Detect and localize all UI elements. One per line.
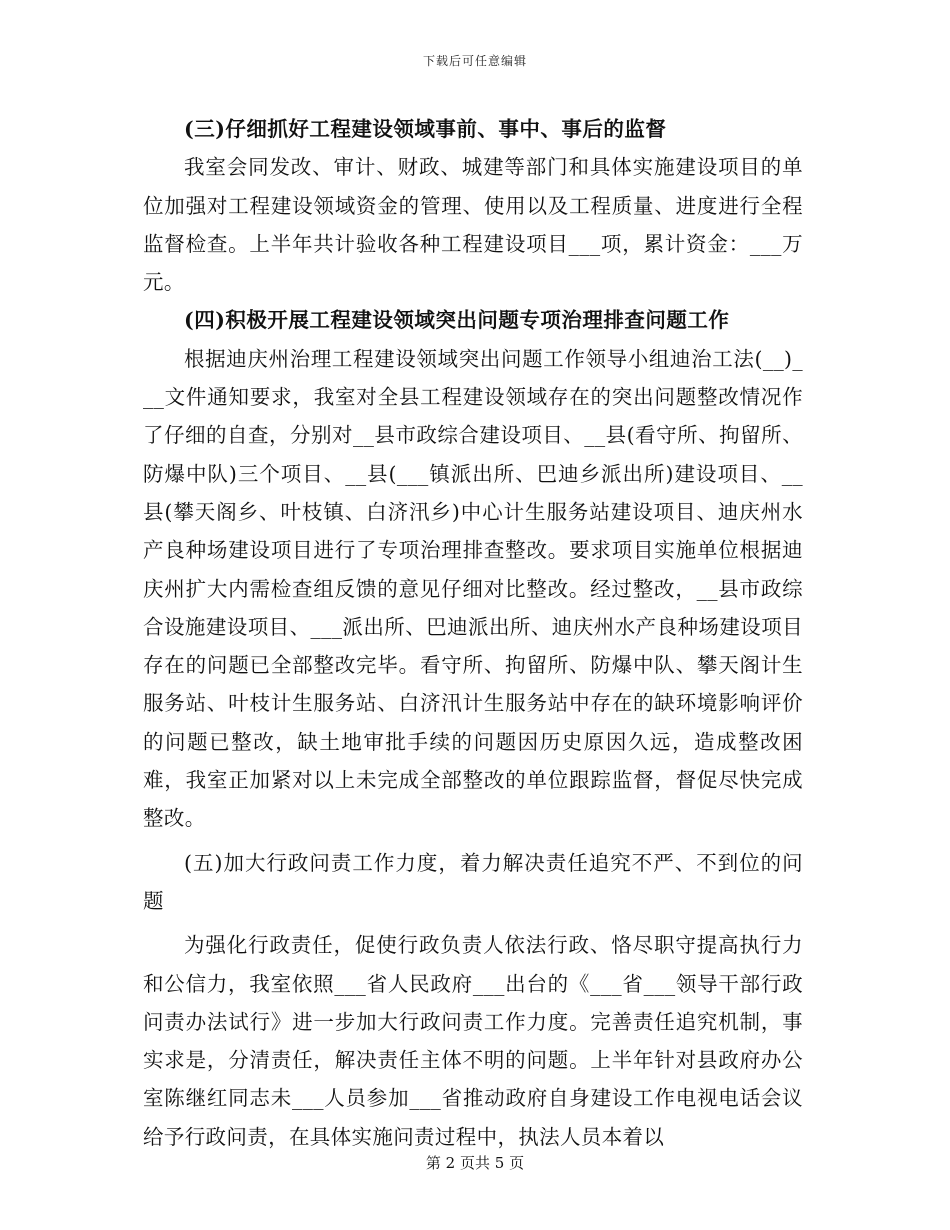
section-4-heading: (四)积极开展工程建设领域突出问题专项治理排查问题工作 [184,308,730,333]
section-5-heading: (五)加大行政问责工作力度，着力解决责任追究不严、不到位的问题 [143,850,803,913]
section-4-paragraph: 根据迪庆州治理工程建设领域突出问题工作领导小组迪治工法(__)___文件通知要求，我室对全县工程建设领域存在的突出问题整改情况作了仔细的自查，分别对__县市政综合建设项目、__县(看守所、拘留所、防爆中队)三个项目、__县(___镇派出所、巴迪乡派出所)建设项目、__县(攀天阁乡、叶枝镇、白济汛乡)中心计生服务站建设项目、迪庆州水产良种场建设项目进行了专项治理排查整改。要求项目实施单位根据迪庆州扩大内需检查组反馈的意见仔细对比整改。经过整改，__县市政综合设施建设项目、___派出所、巴迪派出所、迪庆州水产良种场建设项目存在的问题已全部整改完毕。看守所、拘留所、防爆中队、攀天阁计生服务站、叶枝计生服务站、白济汛计生服务站中存在的缺环境影响评价的问题已整改，缺土地审批手续的问题因历史原因久远，造成整改困难，我室正加紧对以上未完成全部整改的单位跟踪监督，督促尽快完成整改。 [143,346,803,831]
page-header: 下载后可任意编辑 [422,54,527,68]
section-5-paragraph: 为强化行政责任，促使行政负责人依法行政、恪尽职守提高执行力和公信力，我室依照___省人民政府___出台的《___省___领导干部行政问责办法试行》进一步加大行政问责工作力度。完善责任追究机制，事实求是，分清责任，解决责任主体不明的问题。上半年针对县政府办公室陈继红同志未___人员参加___省推动政府自身建设工作电视电话会议给予行政问责，在具体实施问责过程中，执法人员本着以 [143,933,803,1149]
document-body [143,110,803,1156]
section-3-paragraph: 我室会同发改、审计、财政、城建等部门和具体实施建设项目的单位加强对工程建设领域资金的管理、使用以及工程质量、进度进行全程监督检查。上半年共计验收各种工程建设项目___项，累计资金：___万元。 [143,155,803,295]
page-number-footer: 第 2 页共 5 页 [425,1154,525,1172]
section-3-heading: (三)仔细抓好工程建设领域事前、事中、事后的监督 [184,117,667,141]
